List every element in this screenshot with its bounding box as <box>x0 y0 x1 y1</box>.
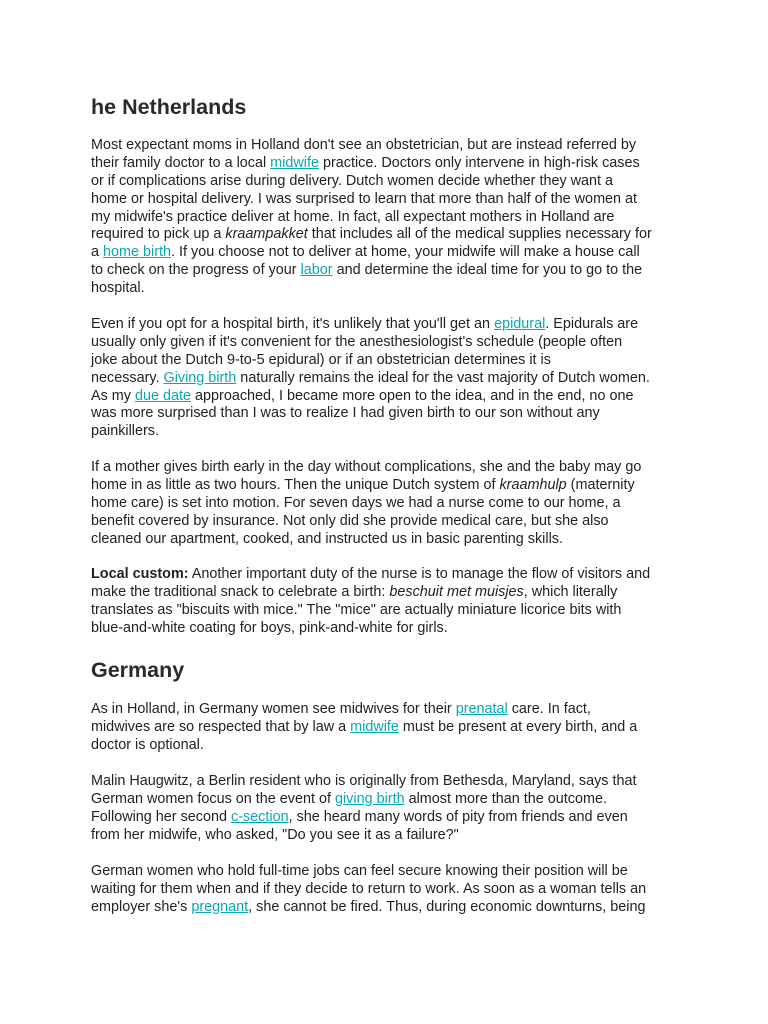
link-prenatal[interactable]: prenatal <box>455 701 508 717</box>
section-heading-netherlands: he Netherlands <box>91 95 247 119</box>
text-span: . Epidurals are <box>545 316 639 332</box>
text-span: must be present at every birth, and a <box>398 718 638 735</box>
text-line <box>91 584 686 602</box>
text-line <box>91 155 686 173</box>
link-home-birth[interactable]: home birth <box>103 244 172 261</box>
text-line: hospital. <box>91 280 145 297</box>
text-span: to check on the progress of your <box>91 262 301 279</box>
text-line: Most expectant moms in Holland don't see an obstetrician, but are instead referred by <box>91 137 637 153</box>
link-giving-birth[interactable]: Giving birth <box>163 369 237 386</box>
text-span: Even if you opt for a hospital birth, it's unlikely that you'll get an <box>91 316 495 332</box>
text-span: employer she's <box>91 898 192 915</box>
text-span: Following her second <box>91 808 231 825</box>
text-line: or if complications arise during delivery. Dutch women decide whether they want a <box>91 172 614 189</box>
paragraph-netherlands-2 <box>91 316 686 441</box>
link-pregnant[interactable]: pregnant <box>191 898 249 915</box>
text-span: practice. Doctors only intervene in high-risk cases <box>318 154 640 171</box>
italic-term: kraampakket <box>225 226 308 243</box>
paragraph-germany-2 <box>91 773 686 845</box>
text-span: necessary. <box>91 369 164 386</box>
text-line: was more surprised than I was to realize I had given birth to our son without any <box>91 405 600 422</box>
italic-term: kraamhulp <box>499 476 567 493</box>
text-line: joke about the Dutch 9-to-5 epidural) or if an obstetrician determines it is <box>91 351 551 368</box>
text-line <box>91 809 686 827</box>
text-line <box>91 262 686 280</box>
text-line: home care) is set into motion. For seven days we had a nurse come to our home, a <box>91 494 621 511</box>
text-line: If a mother gives birth early in the day without complications, she and the baby may go <box>91 459 642 475</box>
link-midwife-germany[interactable]: midwife <box>350 718 399 735</box>
text-span: Another important duty of the nurse is to manage the flow of visitors and <box>188 566 651 582</box>
text-span: make the traditional snack to celebrate a birth: <box>91 583 390 600</box>
link-giving-birth-germany[interactable]: giving birth <box>334 790 405 807</box>
text-line <box>91 701 686 719</box>
text-line <box>91 316 686 334</box>
text-span: , she heard many words of pity from friends and even <box>288 808 628 825</box>
bold-lead-label: Local custom: <box>91 566 189 582</box>
text-span: , she cannot be fired. Thus, during economic downturns, being <box>248 898 646 915</box>
text-span: German women focus on the event of <box>91 790 335 807</box>
text-line: benefit covered by insurance. Not only did she provide medical care, but she also <box>91 512 609 529</box>
section-heading-germany: Germany <box>91 658 185 682</box>
text-line <box>91 719 686 737</box>
text-span: approached, I became more open to the idea, and in the end, no one <box>191 387 634 404</box>
text-line <box>91 244 686 262</box>
text-span: care. In fact, <box>507 701 591 717</box>
text-span: their family doctor to a local <box>91 154 271 171</box>
text-line <box>91 477 686 495</box>
text-span: , which literally <box>523 583 618 600</box>
text-span: required to pick up a <box>91 226 226 243</box>
text-span: and determine the ideal time for you to go to the <box>332 262 643 279</box>
text-span: home in as little as two hours. Then the unique Dutch system of <box>91 476 500 493</box>
paragraph-germany-1 <box>91 701 686 755</box>
paragraph-netherlands-4 <box>91 566 686 638</box>
text-line <box>91 791 686 809</box>
text-span: that includes all of the medical supplies necessary for <box>307 226 652 243</box>
text-span: naturally remains the ideal for the vast majority of Dutch women. <box>236 369 650 386</box>
link-due-date[interactable]: due date <box>134 387 192 404</box>
link-labor[interactable]: labor <box>300 262 333 279</box>
text-line: Malin Haugwitz, a Berlin resident who is originally from Bethesda, Maryland, says that <box>91 773 637 789</box>
text-line: waiting for them when and if they decide to return to work. As soon as a woman tells an <box>91 880 647 897</box>
italic-term: beschuit met muisjes <box>389 583 524 600</box>
text-span: almost more than the outcome. <box>404 790 607 807</box>
text-line: translates as "biscuits with mice." The "mice" are actually miniature licorice bits with <box>91 601 622 618</box>
text-line: German women who hold full-time jobs can feel secure knowing their position will be <box>91 863 628 879</box>
text-span: midwives are so respected that by law a <box>91 718 351 735</box>
text-line <box>91 370 686 388</box>
text-line: blue-and-white coating for boys, pink-and-white for girls. <box>91 619 448 636</box>
text-span: . If you choose not to deliver at home, your midwife will make a house call <box>171 244 640 261</box>
paragraph-germany-3 <box>91 863 686 917</box>
text-span: As my <box>91 387 135 404</box>
text-line: doctor is optional. <box>91 736 204 753</box>
text-line: cleaned our apartment, cooked, and instructed us in basic parenting skills. <box>91 530 563 547</box>
text-line: home or hospital delivery. I was surprised to learn that more than half of the women at <box>91 190 638 207</box>
text-span: As in Holland, in Germany women see midwives for their <box>91 701 456 717</box>
paragraph-netherlands-1 <box>91 137 686 298</box>
text-line: from her midwife, who asked, "Do you see it as a failure?" <box>91 826 459 843</box>
text-line: usually only given if it's convenient for the anesthesiologist's schedule (people often <box>91 333 623 350</box>
link-epidural[interactable]: epidural <box>494 316 546 332</box>
link-c-section[interactable]: c-section <box>231 808 289 825</box>
text-line <box>91 566 686 584</box>
paragraph-netherlands-3 <box>91 459 686 548</box>
text-span: a <box>91 244 104 261</box>
text-line: my midwife's practice deliver at home. In fact, all expectant mothers in Holland are <box>91 208 615 225</box>
text-line <box>91 899 686 917</box>
text-span: (maternity <box>566 476 635 493</box>
text-line <box>91 226 686 244</box>
link-midwife[interactable]: midwife <box>270 154 319 171</box>
text-line: painkillers. <box>91 423 159 440</box>
text-line <box>91 388 686 406</box>
